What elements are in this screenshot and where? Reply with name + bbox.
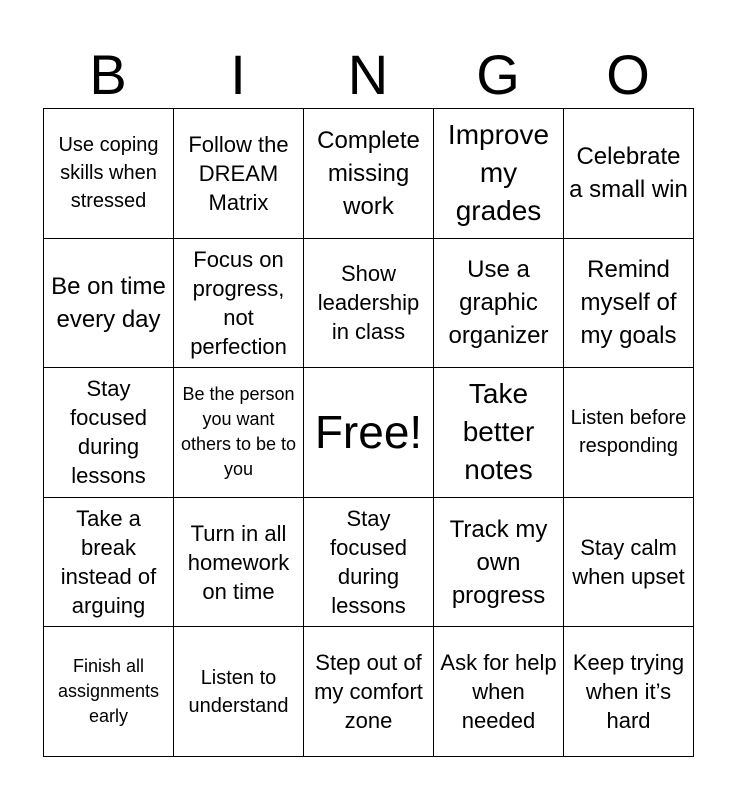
cell-text: Keep trying when it’s hard: [572, 650, 685, 734]
bingo-cell[interactable]: [174, 368, 304, 498]
bingo-cell[interactable]: [174, 238, 304, 368]
board-row: [44, 109, 694, 239]
bingo-cell[interactable]: [434, 368, 564, 498]
bingo-cell[interactable]: [434, 497, 564, 627]
cell-text: Be the person you want others to be to you: [180, 384, 297, 480]
bingo-cell[interactable]: [564, 497, 694, 627]
bingo-cell[interactable]: [564, 368, 694, 498]
free-space[interactable]: [304, 368, 434, 498]
bingo-cell[interactable]: [304, 497, 434, 627]
free-space-label: Free!: [314, 406, 423, 459]
bingo-cell[interactable]: [174, 627, 304, 757]
cell-text: Finish all assignments early: [57, 656, 160, 727]
cell-text: Stay calm when upset: [572, 535, 685, 590]
bingo-cell[interactable]: [304, 238, 434, 368]
bingo-cell[interactable]: [44, 109, 174, 239]
cell-text: Stay focused during lessons: [69, 376, 148, 489]
bingo-cell[interactable]: [44, 627, 174, 757]
cell-text: Complete missing work: [317, 126, 420, 220]
bingo-cell[interactable]: [434, 627, 564, 757]
cell-text: Listen before responding: [570, 407, 687, 458]
bingo-cell[interactable]: [434, 109, 564, 239]
board-row: [44, 497, 694, 627]
bingo-cell[interactable]: [304, 627, 434, 757]
header-letter-g: G: [476, 43, 520, 106]
bingo-cell[interactable]: [174, 497, 304, 627]
header-letter-b: B: [89, 43, 127, 106]
cell-text: Listen to understand: [188, 666, 289, 717]
cell-text: Take better notes: [462, 378, 535, 486]
board-row: [44, 627, 694, 757]
cell-text: Use coping skills when stressed: [58, 134, 159, 213]
board-row: [44, 238, 694, 368]
cell-text: Track my own progress: [449, 515, 548, 609]
board-row: [44, 368, 694, 498]
cell-text: Turn in all homework on time: [187, 520, 290, 604]
bingo-cell[interactable]: [434, 238, 564, 368]
bingo-cell[interactable]: [174, 109, 304, 239]
cell-text: Be on time every day: [51, 272, 166, 333]
cell-text: Step out of my comfort zone: [314, 650, 423, 734]
header-letter-i: I: [230, 43, 246, 106]
cell-text: Show leadership in class: [317, 261, 420, 345]
bingo-cell[interactable]: [44, 238, 174, 368]
bingo-cell[interactable]: [564, 238, 694, 368]
cell-text: Use a graphic organizer: [448, 256, 549, 350]
bingo-header: [43, 42, 693, 108]
bingo-cell[interactable]: [564, 109, 694, 239]
bingo-cell[interactable]: [304, 109, 434, 239]
bingo-cell[interactable]: [564, 627, 694, 757]
header-letter-o: O: [606, 43, 650, 106]
bingo-board: [43, 108, 694, 757]
cell-text: Ask for help when needed: [440, 650, 557, 734]
cell-text: Stay focused during lessons: [329, 506, 408, 619]
bingo-cell[interactable]: [44, 497, 174, 627]
cell-text: Celebrate a small win: [569, 143, 688, 204]
cell-text: Remind myself of my goals: [580, 256, 677, 350]
cell-text: Follow the DREAM Matrix: [188, 131, 289, 215]
header-letter-n: N: [347, 43, 389, 106]
cell-text: Improve my grades: [447, 119, 550, 227]
cell-text: Take a break instead of arguing: [60, 506, 157, 619]
cell-text: Focus on progress, not perfection: [190, 246, 287, 359]
bingo-cell[interactable]: [44, 368, 174, 498]
